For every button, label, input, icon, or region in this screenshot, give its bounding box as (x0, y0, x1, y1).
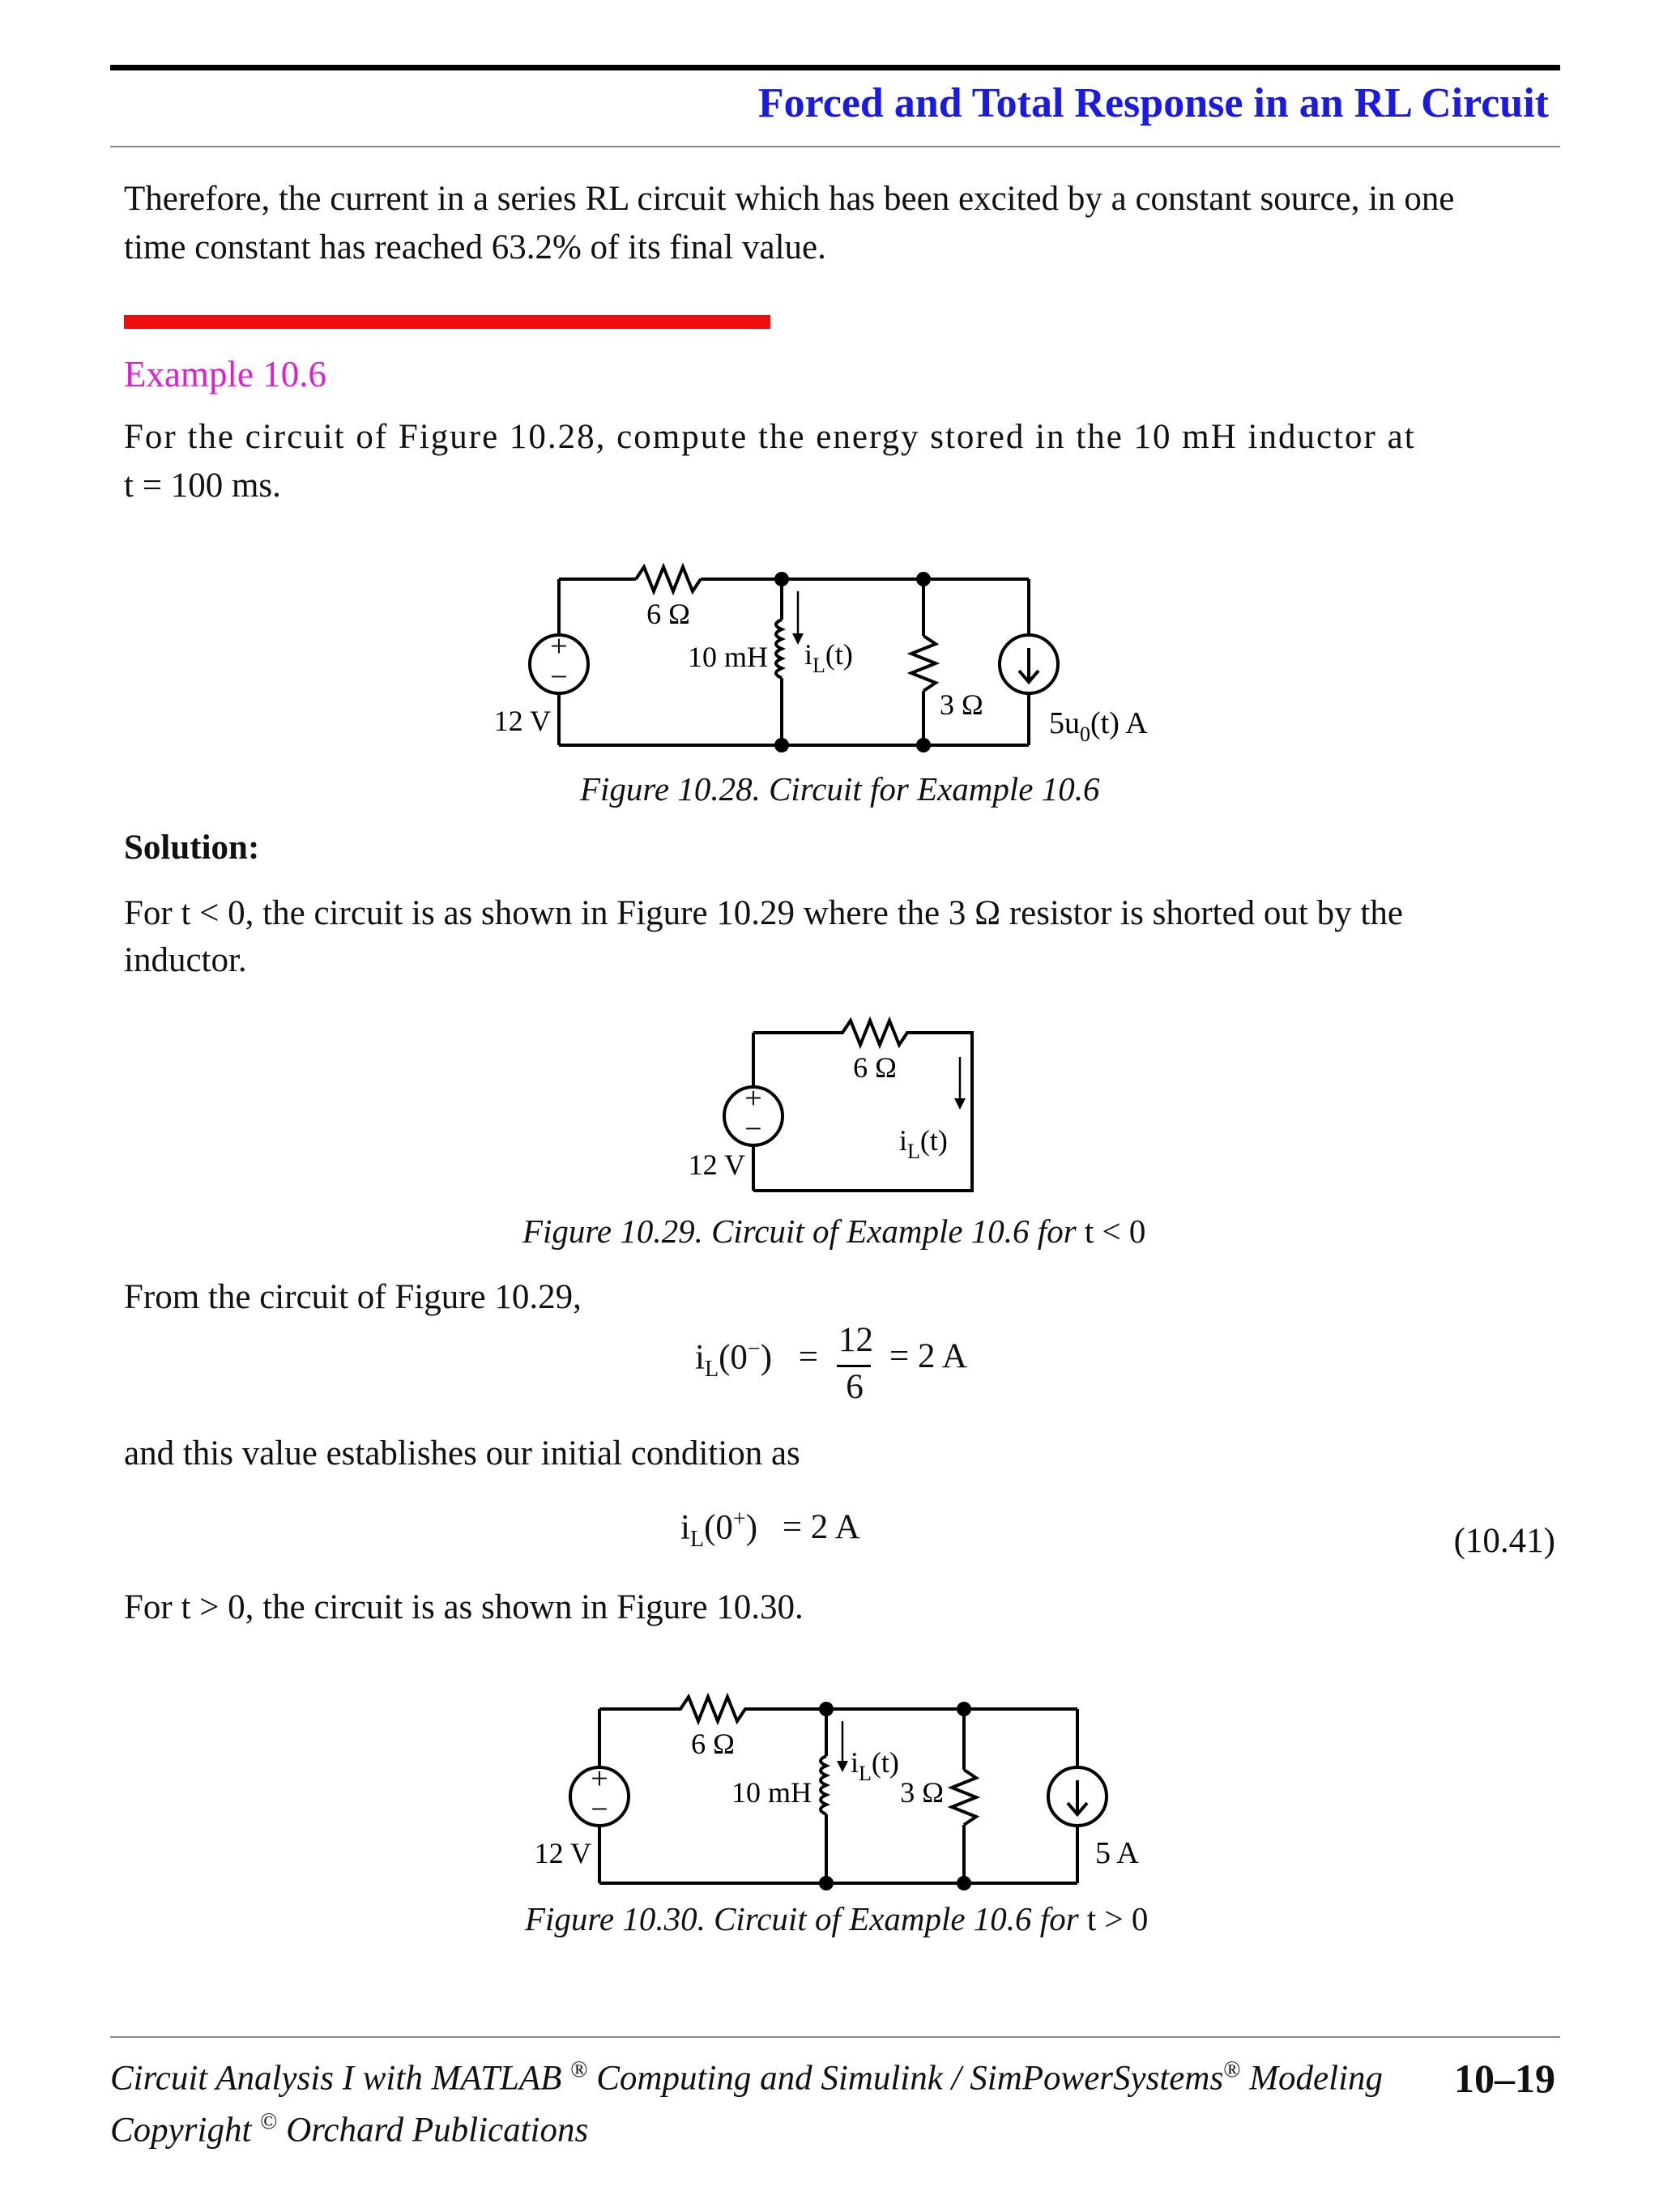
example-statement-line-2: t = 100 ms. (124, 467, 281, 505)
figure-10-29-circuit (672, 1012, 996, 1207)
label-3-ohm: 3 Ω (900, 1776, 944, 1809)
figure-10-29-caption: Figure 10.29. Circuit of Example 10.6 for t < 0 (522, 1213, 1146, 1250)
svg-text:+: + (744, 1081, 762, 1115)
label-6-ohm: 6 Ω (853, 1051, 897, 1084)
label-current-source: $5u_0(t)$ A (1049, 706, 1148, 746)
equation-initial-current: $i_L(0^-)$ = (695, 1336, 819, 1382)
resistor-3-ohm (911, 636, 936, 691)
figure-10-30-caption: Figure 10.30. Circuit of Example 10.6 for t > 0 (525, 1900, 1149, 1937)
figure-10-28-caption: Figure 10.28. Circuit for Example 10.6 (580, 770, 1100, 808)
equation-rhs: = 2 A (889, 1337, 967, 1375)
svg-text:+: + (591, 1762, 608, 1796)
example-heading: Example 10.6 (124, 354, 326, 394)
inductor-10mh (776, 620, 782, 678)
fraction-numerator: 12 (838, 1321, 873, 1359)
label-3-ohm: 3 Ω (940, 688, 983, 721)
solution-line-1: For t < 0, the circuit is as shown in Figure 10.29 where the 3 Ω resistor is shorted out by the (124, 894, 1403, 932)
from-circuit-text: From the circuit of Figure 10.29, (124, 1278, 582, 1316)
intro-line-1: Therefore, the current in a series RL circuit which has been excited by a constant source, in one (124, 180, 1455, 218)
fraction-denominator: 6 (846, 1368, 864, 1406)
footer-book-title: Circuit Analysis I with MATLAB ® Computing and Simulink / SimPowerSystems® Modeling (110, 2057, 1384, 2098)
page-header-title: Forced and Total Response in an RL Circuit (757, 80, 1549, 126)
footer-divider (110, 2036, 1560, 2038)
example-divider-bar (124, 315, 770, 329)
label-il-t: $i_L(t)$ (804, 638, 853, 677)
figure-10-30-circuit (518, 1685, 1166, 1895)
label-il-t: $i_L(t)$ (899, 1124, 948, 1163)
header-divider (110, 146, 1560, 147)
solution-heading: Solution: (124, 829, 260, 867)
example-statement-line-1: For the circuit of Figure 10.28, compute the energy stored in the 10 mH inductor at (124, 418, 1416, 456)
label-12v: 12 V (534, 1837, 591, 1869)
label-6-ohm: 6 Ω (646, 598, 690, 630)
equation-number: (10.41) (1453, 1522, 1555, 1560)
for-t-positive-text: For t > 0, the circuit is as shown in Figure 10.30. (124, 1588, 804, 1626)
label-12v: 12 V (493, 705, 551, 737)
label-10mh: 10 mH (688, 641, 768, 673)
svg-text:−: − (591, 1792, 608, 1826)
solution-line-2: inductor. (124, 941, 247, 979)
header-rule (110, 65, 1560, 70)
intro-line-2: time constant has reached 63.2% of its final value. (124, 228, 826, 266)
svg-text:+: + (550, 629, 568, 663)
equation-10-41: $i_L(0^+) = 2$ A (680, 1507, 860, 1552)
figure-10-28-circuit (470, 559, 1199, 769)
svg-text:−: − (744, 1112, 762, 1146)
footer-copyright: Copyright © Orchard Publications (110, 2109, 589, 2150)
initial-condition-text: and this value establishes our initial condition as (124, 1434, 800, 1473)
label-il-t: $i_L(t)$ (851, 1746, 899, 1785)
label-10mh: 10 mH (731, 1776, 812, 1809)
svg-text:−: − (550, 660, 568, 694)
page-number: 10–19 (1454, 2056, 1555, 2101)
label-5a: 5 A (1095, 1836, 1139, 1870)
label-6-ohm: 6 Ω (691, 1728, 735, 1760)
label-12v: 12 V (688, 1149, 745, 1181)
resistor-6-ohm (636, 567, 701, 591)
